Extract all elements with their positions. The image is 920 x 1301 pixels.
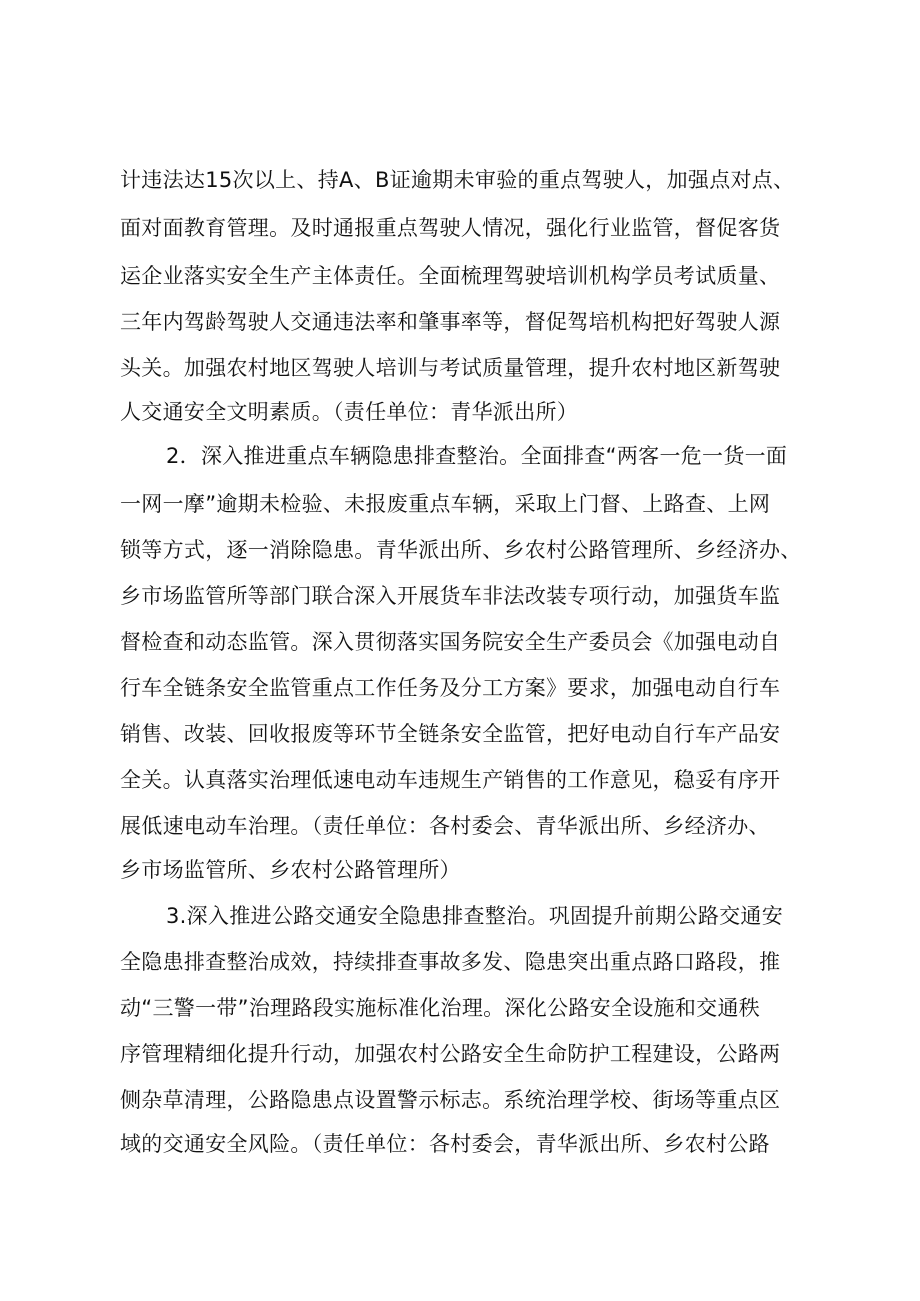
text-line: 侧杂草清理，公路隐患点设置警示标志。系统治理学校、街场等重点区 <box>120 1088 781 1112</box>
text-line: 一网一摩”逾期未检验、未报废重点车辆，采取上门督、上路查、上网 <box>120 492 771 516</box>
text-line: 面对面教育管理。及时通报重点驾驶人情况，强化行业监管，督促客货 <box>120 216 781 240</box>
text-line: 头关。加强农村地区驾驶人培训与考试质量管理，提升农村地区新驾驶 <box>120 356 781 380</box>
text-line: 督检查和动态监管。深入贯彻落实国务院安全生产委员会《加强电动自 <box>120 630 781 654</box>
paragraph-3-first-line: 3.深入推进公路交通安全隐患排查整治。巩固提升前期公路交通安 <box>166 904 784 928</box>
text-line: 计违法达15次以上、持A、B证逾期未审验的重点驾驶人，加强点对点、 <box>120 168 795 192</box>
text-line: 乡市场监管所等部门联合深入开展货车非法改装专项行动，加强货车监 <box>120 584 781 608</box>
text-line: 运企业落实安全生产主体责任。全面梳理驾驶培训机构学员考试质量、 <box>120 264 781 288</box>
text-line: 三年内驾龄驾驶人交通违法率和肇事率等，督促驾培机构把好驾驶人源 <box>120 310 781 334</box>
text-line: 全隐患排查整治成效，持续排查事故多发、隐患突出重点路口路段，推 <box>120 950 781 974</box>
paragraph-2-first-line: 2．深入推进重点车辆隐患排查整治。全面排查“两客一危一货一面 <box>166 444 788 468</box>
text-line: 全关。认真落实治理低速电动车违规生产销售的工作意见，稳妥有序开 <box>120 768 781 792</box>
text-line: 动“三警一带”治理路段实施标准化治理。深化公路安全设施和交通秩 <box>120 996 761 1020</box>
text-line: 展低速电动车治理。（责任单位：各村委会、青华派出所、乡经济办、 <box>120 814 770 838</box>
text-line: 序管理精细化提升行动，加强农村公路安全生命防护工程建设，公路两 <box>120 1042 781 1066</box>
text-line: 人交通安全文明素质。（责任单位：青华派出所） <box>120 400 579 424</box>
text-line: 乡市场监管所、乡农村公路管理所） <box>120 858 461 882</box>
text-line: 销售、改装、回收报废等环节全链条安全监管，把好电动自行车产品安 <box>120 722 781 746</box>
text-line: 锁等方式，逐一消除隐患。青华派出所、乡农村公路管理所、乡经济办、 <box>120 538 802 562</box>
text-line: 域的交通安全风险。（责任单位：各村委会，青华派出所、乡农村公路 <box>120 1132 770 1156</box>
text-line: 行车全链条安全监管重点工作任务及分工方案》要求，加强电动自行车 <box>120 676 781 700</box>
